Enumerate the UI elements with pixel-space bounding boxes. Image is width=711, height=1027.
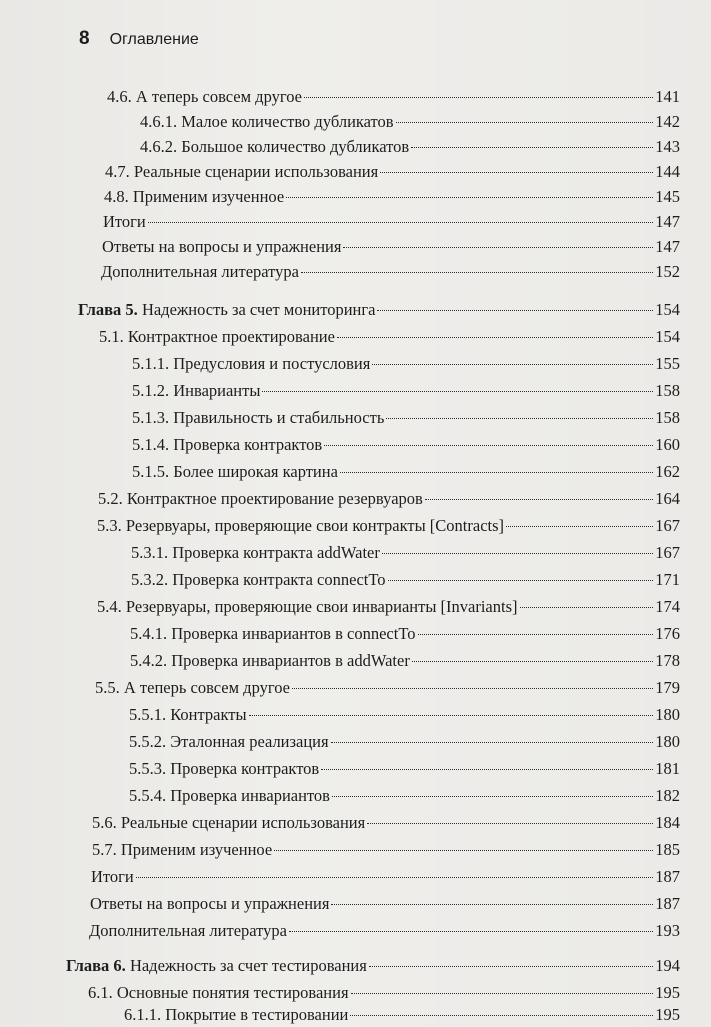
toc-entry-page: 184 (655, 813, 680, 832)
header-title: Оглавление (109, 31, 199, 48)
dot-leader (418, 634, 654, 635)
dot-leader (369, 966, 653, 967)
dot-leader (351, 993, 654, 994)
toc-entry-page: 158 (655, 381, 680, 400)
toc-entry-title: 5.1.2. Инварианты (132, 381, 261, 400)
toc-entry-title: Надежность за счет тестирования (125, 956, 367, 975)
toc-entry[interactable] (129, 705, 680, 727)
toc-entry-title: 5.3. Резервуары, проверяющие свои контракты [Contracts] (97, 516, 505, 535)
dot-leader (337, 337, 653, 338)
toc-entry-page: 158 (655, 408, 680, 427)
toc-entry-title: 5.4.2. Проверка инвариантов в addWater (130, 651, 410, 670)
toc-entry-page: 187 (655, 867, 680, 886)
toc-entry[interactable] (88, 983, 680, 1005)
toc-entry[interactable] (90, 894, 680, 916)
toc-entry-title: 5.1.5. Более широкая картина (132, 462, 338, 481)
toc-entry-page: 160 (655, 435, 680, 454)
toc-entry-page: 167 (655, 516, 680, 535)
toc-entry-page: 142 (655, 112, 680, 131)
toc-entry[interactable] (129, 759, 680, 781)
toc-entry-title: 4.6.1. Малое количество дубликатов (140, 112, 394, 131)
toc-entry[interactable] (98, 489, 680, 511)
toc-entry-title: 5.4.1. Проверка инвариантов в connectTo (130, 624, 416, 643)
toc-entry[interactable] (89, 921, 680, 943)
dot-leader (520, 607, 654, 608)
toc-entry-page: 194 (655, 956, 680, 975)
toc-entry-title: 6.1. Основные понятия тестирования (88, 983, 349, 1002)
toc-entry[interactable] (101, 262, 680, 284)
toc-entry-title: 5.5.2. Эталонная реализация (129, 732, 329, 751)
toc-chapter-entry[interactable] (78, 300, 680, 322)
dot-leader (367, 823, 653, 824)
toc-entry[interactable] (131, 543, 680, 565)
toc-entry-page: 182 (655, 786, 680, 805)
toc-entry[interactable] (129, 786, 680, 808)
toc-entry-title: 4.7. Реальные сценарии использования (105, 162, 379, 181)
toc-entry-page: 180 (655, 705, 680, 724)
toc-entry[interactable] (95, 678, 680, 700)
toc-entry-page: 178 (655, 651, 680, 670)
toc-entry[interactable] (132, 381, 680, 403)
dot-leader (506, 526, 653, 527)
dot-leader (380, 172, 653, 173)
toc-entry[interactable] (99, 327, 680, 349)
dot-leader (372, 364, 653, 365)
toc-entry[interactable] (104, 187, 680, 209)
toc-entry-page: 195 (655, 1005, 680, 1024)
dot-leader (412, 661, 653, 662)
dot-leader (377, 310, 653, 311)
toc-entry-title: 5.5. А теперь совсем другое (95, 678, 290, 697)
dot-leader (286, 197, 653, 198)
toc-entry-title: 5.1.3. Правильность и стабильность (132, 408, 385, 427)
toc-entry-page: 145 (655, 187, 680, 206)
toc-entry-title: Надежность за счет мониторинга (137, 300, 376, 319)
toc-entry[interactable] (132, 462, 680, 484)
toc-entry[interactable] (91, 867, 680, 889)
toc-entry-page: 179 (655, 678, 680, 697)
dot-leader (304, 97, 653, 98)
toc-entry-title: Ответы на вопросы и упражнения (102, 237, 342, 256)
dot-leader (289, 931, 653, 932)
toc-entry-title: 6.1.1. Покрытие в тестировании (124, 1005, 349, 1024)
toc-entry-title: 5.1. Контрактное проектирование (99, 327, 335, 346)
dot-leader (262, 391, 653, 392)
toc-entry-title: Итоги (103, 212, 146, 231)
dot-leader (292, 688, 653, 689)
toc-entry-page: 152 (655, 262, 680, 281)
toc-entry[interactable] (129, 732, 680, 754)
toc-entry[interactable] (97, 597, 680, 619)
toc-entry[interactable] (140, 137, 680, 159)
toc-entry-title: 5.1.1. Предусловия и постусловия (132, 354, 371, 373)
chapter-number: Глава 5. (78, 300, 138, 319)
dot-leader (321, 769, 653, 770)
toc-entry-title: 4.6.2. Большое количество дубликатов (140, 137, 410, 156)
toc-entry-title: Дополнительная литература (89, 921, 287, 940)
toc-entry[interactable] (132, 354, 680, 376)
toc-entry[interactable] (92, 840, 680, 862)
toc-entry-page: 176 (655, 624, 680, 643)
dot-leader (411, 147, 653, 148)
toc-entry[interactable] (132, 435, 680, 457)
toc-entry[interactable] (92, 813, 680, 835)
chapter-number: Глава 6. (66, 956, 126, 975)
dot-leader (324, 445, 653, 446)
toc-entry-page: 154 (655, 300, 680, 319)
toc-entry[interactable] (140, 112, 680, 134)
toc-entry-title: Ответы на вопросы и упражнения (90, 894, 330, 913)
toc-entry-title: 5.3.2. Проверка контракта connectTo (131, 570, 386, 589)
dot-leader (301, 272, 653, 273)
toc-entry[interactable] (103, 212, 680, 234)
toc-entry-page: 147 (655, 212, 680, 231)
toc-entry[interactable] (132, 408, 680, 430)
dot-leader (343, 247, 653, 248)
toc-entry-page: 187 (655, 894, 680, 913)
toc-entry-title: 5.5.1. Контракты (129, 705, 247, 724)
toc-entry[interactable] (107, 87, 680, 109)
toc-entry-page: 154 (655, 327, 680, 346)
toc-entry[interactable] (124, 1005, 680, 1027)
toc-entry-page: 147 (655, 237, 680, 256)
toc-entry-title: 4.6. А теперь совсем другое (107, 87, 302, 106)
toc-entry-title: 5.5.4. Проверка инвариантов (129, 786, 330, 805)
toc-entry-page: 193 (655, 921, 680, 940)
dot-leader (388, 580, 654, 581)
dot-leader (396, 122, 654, 123)
toc-entry[interactable] (102, 237, 680, 259)
toc-entry-title: 5.7. Применим изученное (92, 840, 273, 859)
toc-entry[interactable] (130, 651, 680, 673)
page-number: 8 (79, 28, 90, 49)
toc-entry-title: 5.6. Реальные сценарии использования (92, 813, 366, 832)
toc-entry-page: 174 (655, 597, 680, 616)
dot-leader (382, 553, 653, 554)
toc-entry-title: Дополнительная литература (101, 262, 299, 281)
toc-entry-page: 155 (655, 354, 680, 373)
dot-leader (332, 796, 653, 797)
toc-entry-page: 141 (655, 87, 680, 106)
toc-entry-page: 144 (655, 162, 680, 181)
dot-leader (340, 472, 653, 473)
toc-entry[interactable] (131, 570, 680, 592)
toc-entry-title: Итоги (91, 867, 134, 886)
toc-entry[interactable] (130, 624, 680, 646)
toc-entry[interactable] (97, 516, 680, 538)
toc-entry-page: 181 (655, 759, 680, 778)
toc-entry-title: 5.2. Контрактное проектирование резервуаров (98, 489, 423, 508)
dot-leader (350, 1015, 653, 1016)
dot-leader (136, 877, 653, 878)
toc-entry-page: 143 (655, 137, 680, 156)
toc-entry-title: 5.4. Резервуары, проверяющие свои инварианты [Invariants] (97, 597, 518, 616)
toc-entry-page: 180 (655, 732, 680, 751)
toc-entry-title: 5.5.3. Проверка контрактов (129, 759, 320, 778)
toc-entry-page: 185 (655, 840, 680, 859)
toc-entry-title: 5.3.1. Проверка контракта addWater (131, 543, 380, 562)
dot-leader (274, 850, 653, 851)
toc-entry[interactable] (105, 162, 680, 184)
toc-entry-page: 167 (655, 543, 680, 562)
dot-leader (386, 418, 653, 419)
dot-leader (331, 742, 654, 743)
toc-entry-title: 4.8. Применим изученное (104, 187, 285, 206)
dot-leader (331, 904, 653, 905)
toc-entry-page: 171 (655, 570, 680, 589)
running-header (79, 28, 199, 54)
toc-chapter-entry[interactable] (66, 956, 680, 978)
toc-entry-page: 195 (655, 983, 680, 1002)
toc-entry-title: 5.1.4. Проверка контрактов (132, 435, 323, 454)
dot-leader (425, 499, 653, 500)
dot-leader (148, 222, 653, 223)
dot-leader (249, 715, 654, 716)
toc-entry-page: 162 (655, 462, 680, 481)
toc-entry-page: 164 (655, 489, 680, 508)
